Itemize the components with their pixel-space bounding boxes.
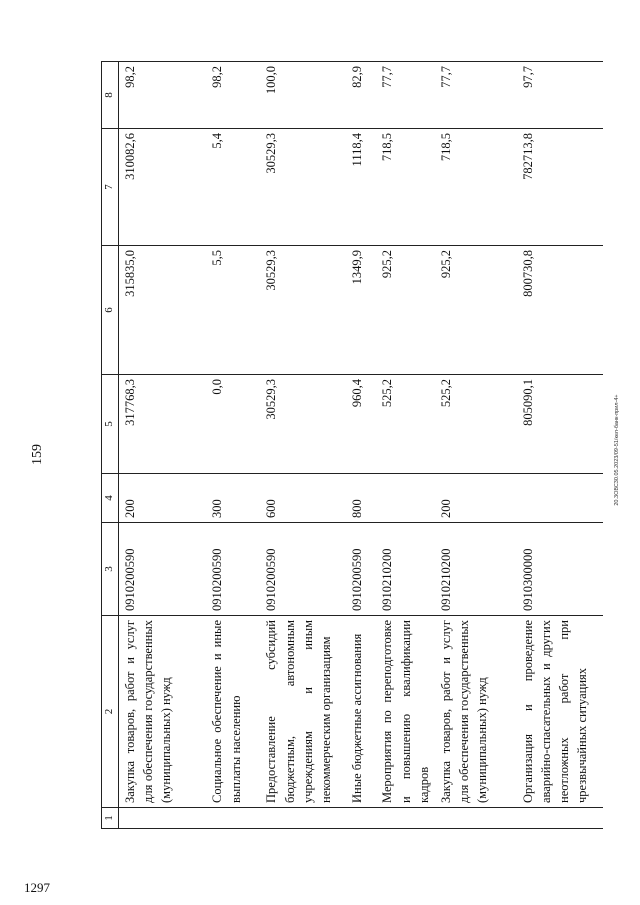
row-value-8: 77,7 — [435, 62, 517, 129]
column-header: 6 — [102, 246, 119, 375]
row-type: 300 — [206, 474, 260, 523]
row-value-5: 0,0 — [206, 375, 260, 474]
row-value-8: 100,0 — [260, 62, 346, 129]
table-row — [206, 62, 260, 829]
row-value-7: 718,5 — [376, 129, 434, 246]
table-row — [376, 62, 434, 829]
table-row — [435, 62, 517, 829]
row-code: 0910300000 — [517, 523, 603, 616]
row-type: 200 — [435, 474, 517, 523]
row-value-6: 925,2 — [376, 246, 434, 375]
row-name: Закупка товаров, работ и услуг для обеспечения государственных (муниципальных) нужд — [435, 616, 517, 808]
row-value-5: 30529,3 — [260, 375, 346, 474]
row-col1 — [206, 808, 260, 829]
row-value-6: 800730,8 — [517, 246, 603, 375]
table-row — [118, 62, 206, 829]
column-header: 5 — [102, 375, 119, 474]
row-value-8: 98,2 — [206, 62, 260, 129]
column-header: 2 — [102, 616, 119, 808]
row-value-5: 525,2 — [376, 375, 434, 474]
row-col1 — [435, 808, 517, 829]
row-value-8: 98,2 — [118, 62, 206, 129]
row-col1 — [260, 808, 346, 829]
row-value-6: 1349,9 — [346, 246, 376, 375]
row-value-7: 310082,6 — [118, 129, 206, 246]
row-value-8: 77,7 — [376, 62, 434, 129]
row-name: Закупка товаров, работ и услуг для обеспечения государственных (муниципальных) нужд — [118, 616, 206, 808]
column-header: 4 — [102, 474, 119, 523]
row-value-6: 315835,0 — [118, 246, 206, 375]
row-name: Организация и проведение аварийно-спасательных и других неотложных работ при чрезвычайных ситуациях — [517, 616, 603, 808]
row-code: 0910200590 — [260, 523, 346, 616]
row-value-5: 525,2 — [435, 375, 517, 474]
column-header: 3 — [102, 523, 119, 616]
row-value-7: 1118,4 — [346, 129, 376, 246]
page-number-side: 1297 — [24, 880, 50, 895]
column-header: 1 — [102, 808, 119, 829]
row-name: Иные бюджетные ассигнования — [346, 616, 376, 808]
row-value-7: 30529,3 — [260, 129, 346, 246]
table-row — [260, 62, 346, 829]
budget-table — [101, 61, 603, 829]
row-value-6: 30529,3 — [260, 246, 346, 375]
row-code: 0910210200 — [376, 523, 434, 616]
column-header: 8 — [102, 62, 119, 129]
row-name: Социальное обеспечение и иные выплаты населению — [206, 616, 260, 808]
page-number-top: 159 — [30, 444, 45, 465]
row-value-7: 5,4 — [206, 129, 260, 246]
row-value-7: 782713,8 — [517, 129, 603, 246]
document-code-text: 20.3ОВС30.05.2023/09-51/кел-банк-прил-4+ — [614, 394, 620, 506]
row-code: 0910210200 — [435, 523, 517, 616]
row-value-5: 805090,1 — [517, 375, 603, 474]
row-value-8: 97,7 — [517, 62, 603, 129]
row-col1 — [517, 808, 603, 829]
table-row — [517, 62, 603, 829]
row-value-6: 5,5 — [206, 246, 260, 375]
row-value-7: 718,5 — [435, 129, 517, 246]
row-value-6: 925,2 — [435, 246, 517, 375]
column-header: 7 — [102, 129, 119, 246]
row-value-5: 960,4 — [346, 375, 376, 474]
row-name: Предоставление субсидий бюджетным, автономным учреждениям и иным некоммерческим организациям — [260, 616, 346, 808]
table-header-row — [102, 62, 119, 829]
row-code: 0910200590 — [206, 523, 260, 616]
row-name: Мероприятия по переподготовке и повышению квалификации кадров — [376, 616, 434, 808]
row-col1 — [346, 808, 376, 829]
table-row — [346, 62, 376, 829]
row-code: 0910200590 — [346, 523, 376, 616]
row-type: 600 — [260, 474, 346, 523]
row-col1 — [118, 808, 206, 829]
row-value-8: 82,9 — [346, 62, 376, 129]
row-col1 — [376, 808, 434, 829]
row-type: 800 — [346, 474, 376, 523]
row-type — [376, 474, 434, 523]
row-type: 200 — [118, 474, 206, 523]
row-code: 0910200590 — [118, 523, 206, 616]
row-value-5: 317768,3 — [118, 375, 206, 474]
row-type — [517, 474, 603, 523]
